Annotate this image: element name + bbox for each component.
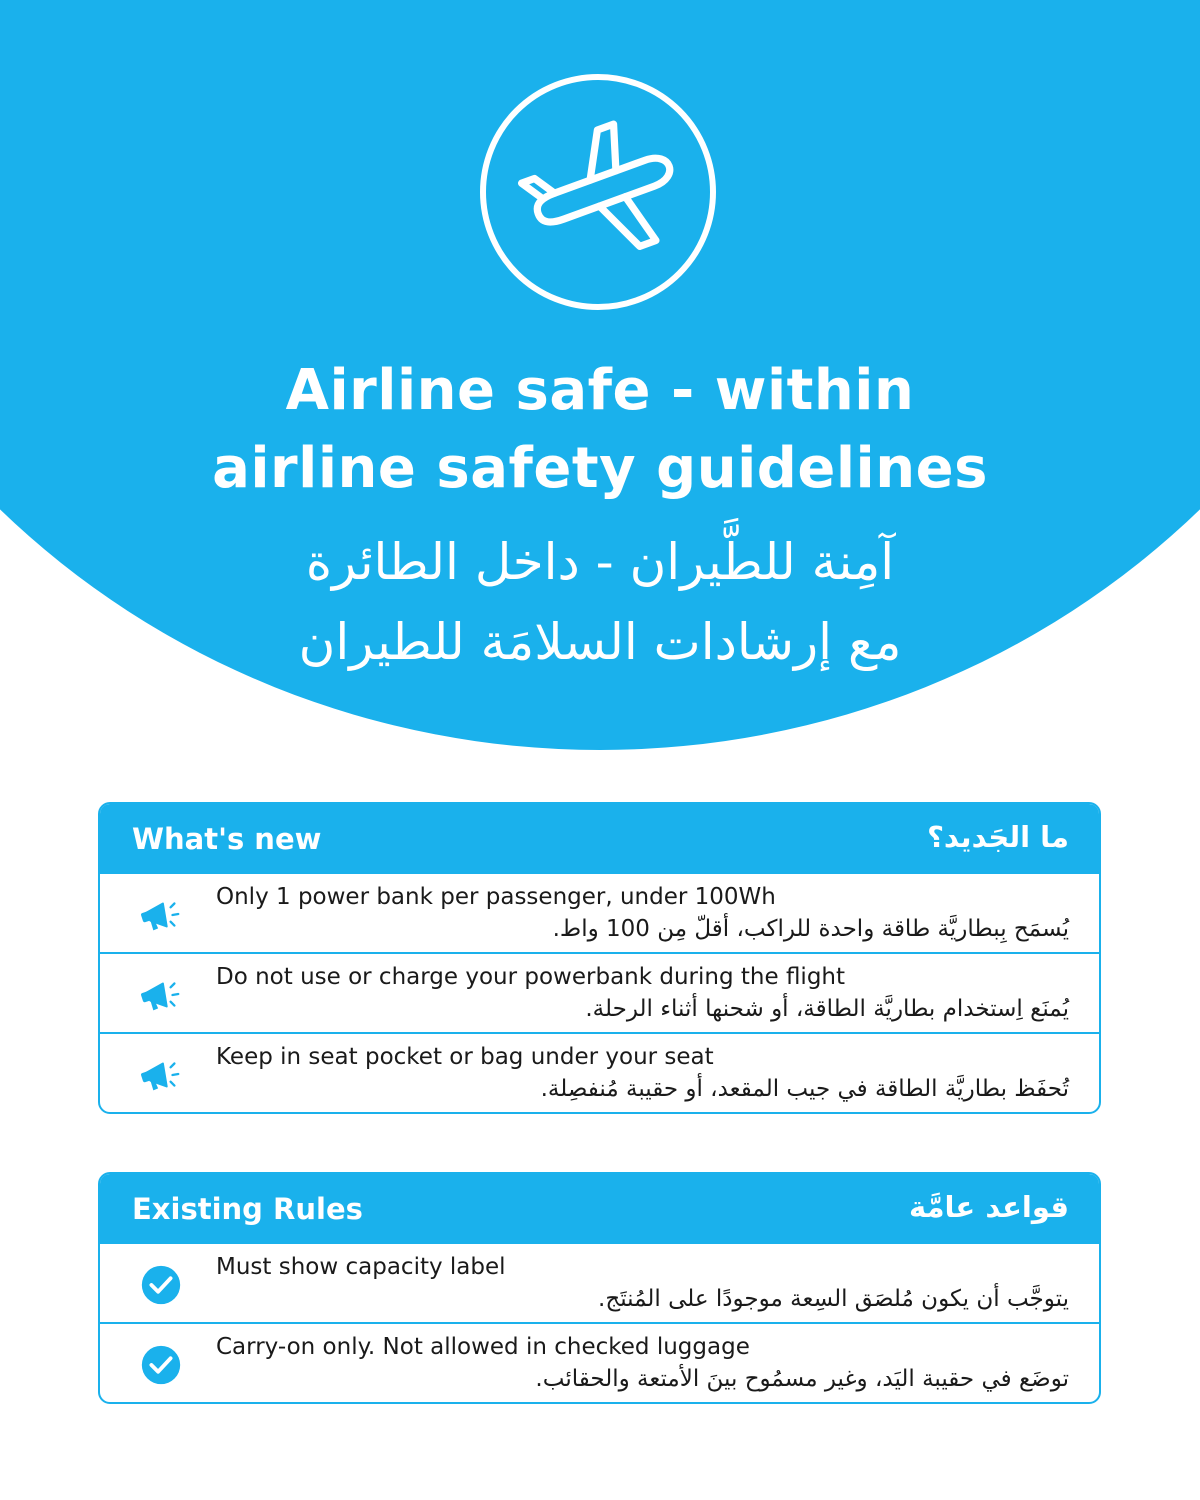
- whats-new-title-ar: ما الجَديد؟: [927, 820, 1069, 854]
- item-text-ar: يُسمَح بِبطاريَّة طاقة واحدة للراكب، أقلّ مِن 100 واط.: [552, 916, 1069, 942]
- item-text-en: Only 1 power bank per passenger, under 100Wh: [216, 884, 776, 910]
- existing-rules-title-ar: قواعد عامَّة: [908, 1190, 1069, 1224]
- existing-rules-title-en: Existing Rules: [132, 1192, 363, 1226]
- item-text-ar: توضَع في حقيبة اليَد، وغير مسمُوح بينَ الأمتعة والحقائب.: [535, 1366, 1069, 1392]
- hero: [0, 0, 1200, 700]
- title-arabic-line-1: آمِنة للطَّيران - داخل الطائرة: [305, 533, 895, 591]
- title-arabic-line-2: مع إرشادات السلامَة للطيران: [298, 613, 902, 671]
- megaphone-icon: [138, 972, 184, 1018]
- title-english-line-1: Airline safe - within: [285, 358, 915, 423]
- whats-new-card: [98, 802, 1101, 1114]
- title-english-line-2: airline safety guidelines: [212, 436, 988, 501]
- item-text-en: Do not use or charge your powerbank during the flight: [216, 964, 846, 990]
- item-text-ar: يتوجَّب أن يكون مُلصَق السِعة موجودًا على المُنتَج.: [598, 1286, 1069, 1312]
- existing-rules-card: [98, 1172, 1101, 1404]
- list-item: [100, 952, 1099, 1032]
- existing-rules-header: [100, 1174, 1099, 1242]
- whats-new-header: [100, 804, 1099, 872]
- item-text-en: Keep in seat pocket or bag under your seat: [216, 1044, 714, 1070]
- list-item: [100, 872, 1099, 952]
- title-english: [0, 352, 1200, 508]
- list-item: [100, 1322, 1099, 1402]
- title-arabic: [0, 522, 1200, 682]
- item-text-en: Must show capacity label: [216, 1254, 506, 1280]
- list-item: [100, 1242, 1099, 1322]
- item-text-en: Carry-on only. Not allowed in checked luggage: [216, 1334, 750, 1360]
- airplane-badge: [480, 74, 716, 310]
- check-badge-icon: [138, 1262, 184, 1308]
- megaphone-icon: [138, 892, 184, 938]
- megaphone-icon: [138, 1052, 184, 1098]
- item-text-ar: يُمنَع اِستخدام بطاريَّة الطاقة، أو شحنها أثناء الرحلة.: [585, 996, 1069, 1022]
- whats-new-title-en: What's new: [132, 822, 322, 856]
- airplane-icon: [512, 106, 684, 278]
- check-badge-icon: [138, 1342, 184, 1388]
- item-text-ar: تُحفَظ بطاريَّة الطاقة في جيب المقعد، أو حقيبة مُنفصِلة.: [540, 1076, 1069, 1102]
- list-item: [100, 1032, 1099, 1112]
